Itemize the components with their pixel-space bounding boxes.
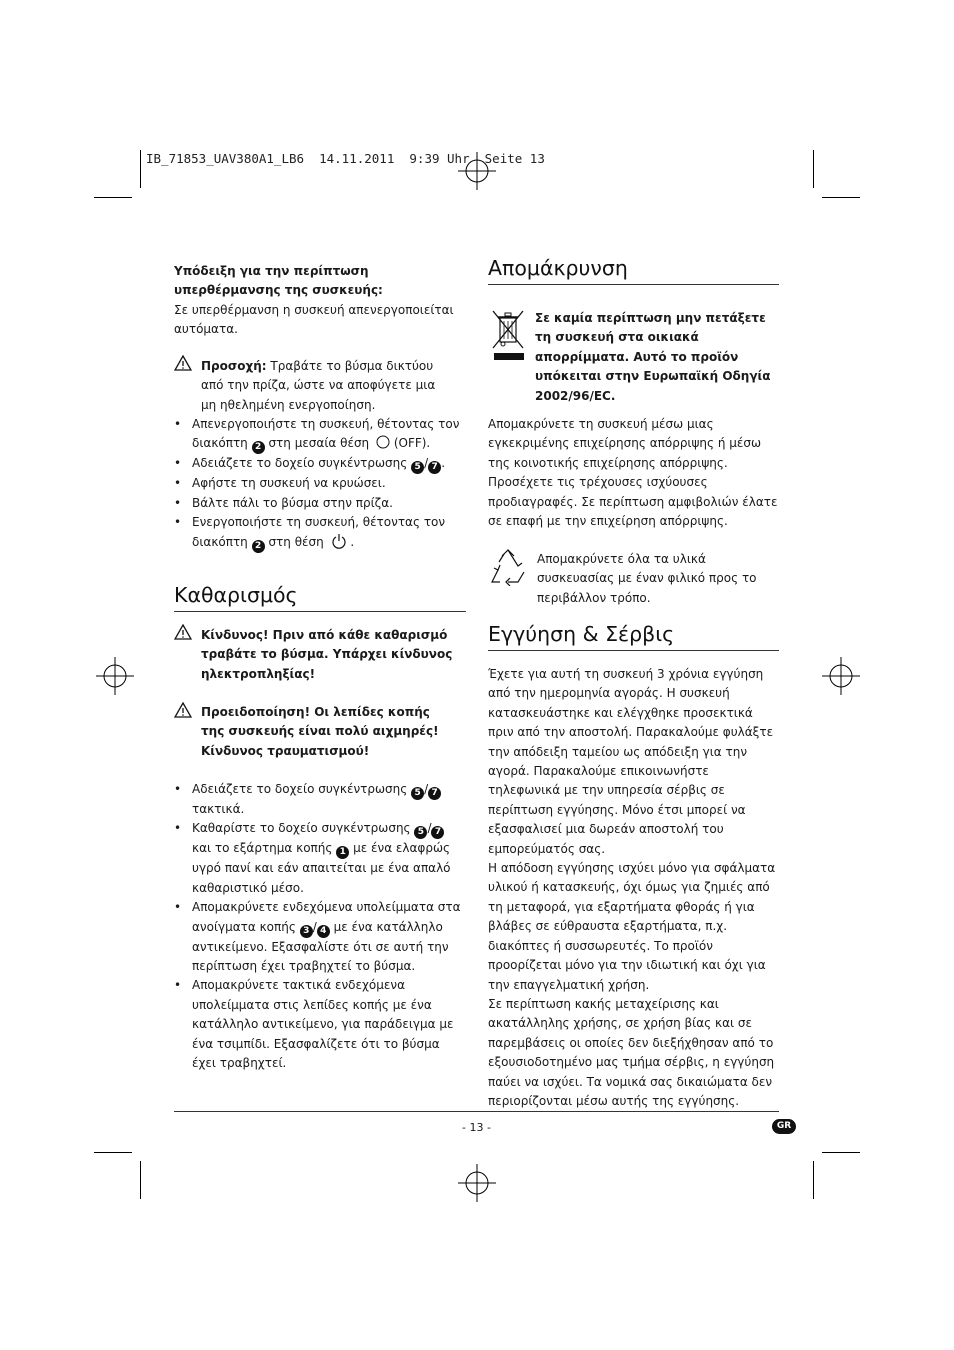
disposal-paragraph: Προσέχετε τις τρέχουσες ισχύουσες προδιαγραφές. Σε περίπτωση αμφιβολιών έλατε σε επαφή με την επιχείρηση απόρριψης. [488,475,778,529]
caution-label: Προσοχή: [201,359,267,373]
list-item: • Αδειάζετε το δοχείο συγκέντρωσης 5 / 7 . [174,454,466,474]
list-item: • Απομακρύνετε τακτικά ενδεχόμενα υπολείμματα στις λεπίδες κοπής με ένα κατάλληλο αντικείμενο, για παράδειγμα με ένα τσιμπίδι. Εξασφαλίζετε ότι το βύσμα έχει τραβηχτεί. [174,976,466,1073]
page-number: - 13 - [462,1121,491,1134]
overheat-note [174,262,466,340]
list-item: • Βάλτε πάλι το βύσμα στην πρίζα. [174,494,466,513]
marker-5-icon: 5 [411,461,424,474]
marker-2-icon: 2 [252,540,265,553]
registration-mark-left [96,657,134,695]
danger-note: Κίνδυνος! Πριν από κάθε καθαρισμό τραβάτε το βύσμα. Υπάρχει κίνδυνος ηλεκτροπληξίας! [201,628,453,681]
divider [488,650,779,651]
power-icon [331,533,347,549]
recycle-icon [488,548,528,586]
warning-triangle-icon [174,624,192,640]
caution-text: Τραβάτε το βύσμα δικτύου από την πρίζα, ώστε να αποφύγετε μια μη ηθελημένη ενεργοποίηση. [201,359,436,412]
print-slug: IB_71853_UAV380A1_LB6 14.11.2011 9:39 Uhr Seite 13 [146,151,545,166]
crossed-bin-icon [489,308,527,362]
recycle-notice: Απομακρύνετε όλα τα υλικά συσκευασίας με έναν φιλικό προς το περιβάλλον τρόπο. [537,552,757,605]
marker-3-icon: 3 [300,925,313,938]
caution-note [201,357,441,415]
warning-triangle-icon [174,355,192,371]
divider [174,611,466,612]
warning-triangle-icon [174,702,192,718]
marker-7-icon: 7 [428,787,441,800]
marker-2-icon: 2 [252,441,265,454]
divider [488,284,779,285]
overheat-steps [174,415,466,553]
marker-1-icon: 1 [336,846,349,859]
disposal-heading: Απομάκρυνση [488,256,628,280]
warranty-paragraph: Έχετε για αυτή τη συσκευή 3 χρόνια εγγύηση από την ημερομηνία αγοράς. Η συσκευή κατασκευάστηκε και ελέγχθηκε προσεκτικά πριν από την αποστολή. Παρακαλούμε φυλάξτε την απόδειξη ταμείου ως απόδειξη για την αγορά. Παρακαλούμε επικοινωνήστε τηλεφωνικά με την υπηρεσία σέρβις σε περίπτωση εγγύησης. Μόνο έτσι μπορεί να εξασφαλισεί μια δωρεάν αποστολή του εμπορεύματός σας. [488,667,774,856]
disposal-text [488,415,780,531]
warranty-paragraph: Η απόδοση εγγύησης ισχύει μόνο για σφάλματα υλικού ή κατασκευής, όχι όμως για ζημιές από τη μεταφορά, για εξαρτήματα φθοράς ή για βλάβες σε εύθραυστα εξαρτήματα, π.χ. διακόπτες ή συσσωρευτές. Το προϊόν προορίζεται μόνο για την ιδιωτική και όχι για την επαγγελματική χρήση. [488,861,776,992]
cleaning-heading: Καθαρισμός [174,583,298,607]
marker-5-icon: 5 [411,787,424,800]
list-item: • Αδειάζετε το δοχείο συγκέντρωσης 5 / 7 τακτικά. [174,780,466,819]
overheat-text: Σε υπερθέρμανση η συσκευή απενεργοποιείται αυτόματα. [174,302,454,337]
warranty-paragraph: Σε περίπτωση κακής μεταχείρισης και ακατάλληλης χρήσης, σε χρήση βίας και σε παρεμβάσεις οι οποίες δεν διεξήχθησαν από το εξουσιοδοτημένο μας τμήμα σέρβις, η εγγύηση παύει να ισχύει. Τα νομικά σας δικαιώματα δεν περιορίζονται μέσω αυτής της εγγύησης. [488,996,775,1108]
overheat-title: Υπόδειξη για την περίπτωση υπερθέρμανσης της συσκευής: [174,264,383,298]
warranty-heading: Εγγύηση & Σέρβις [488,622,675,646]
bin-notice: Σε καμία περίπτωση μην πετάξετε τη συσκευή στα οικιακά απορρίμματα. Αυτό το προϊόν υπόκειται στην Ευρωπαϊκή Οδηγία 2002/96/EC. [535,311,771,403]
list-item: • Αφήστε τη συσκευή να κρυώσει. [174,474,466,493]
cleaning-steps [174,780,466,1073]
warranty-text [488,665,780,1111]
marker-7-icon: 7 [431,826,444,839]
off-circle-icon [376,435,390,449]
language-badge: GR [772,1119,796,1134]
marker-5-icon: 5 [414,826,427,839]
registration-mark-top [458,152,496,190]
list-item: • Απενεργοποιήστε τη συσκευή, θέτοντας τον διακόπτη 2 στη μεσαία θέση (OFF). [174,415,466,454]
registration-mark-bottom [458,1164,496,1202]
list-item: • Απομακρύνετε ενδεχόμενα υπολείμματα στα ανοίγματα κοπής 3 / 4 με ένα κατάλληλο αντικείμενο. Εξασφαλίστε ότι σε αυτή την περίπτωση έχει τραβηχτεί το βύσμα. [174,898,466,976]
marker-7-icon: 7 [428,461,441,474]
list-item: • Ενεργοποιήστε τη συσκευή, θέτοντας τον διακόπτη 2 στη θέση . [174,513,466,552]
registration-mark-right [822,657,860,695]
list-item: • Καθαρίστε το δοχείο συγκέντρωσης 5 / 7 και το εξάρτημα κοπής 1 με ένα ελαφρώς υγρό πανί και εάν απαιτείται με ένα απαλό καθαριστικό μέσο. [174,819,466,898]
warning-note: Προειδοποίηση! Οι λεπίδες κοπής της συσκευής είναι πολύ αιχμηρές! Κίνδυνος τραυματισμού! [201,705,439,758]
disposal-paragraph: Απομακρύνετε τη συσκευή μέσω μιας εγκεκριμένης επιχείρησης απόρριψης ή μέσω της κοινοτικής επιχείρησης απόρριψης. [488,417,762,470]
footer-divider [174,1111,779,1112]
marker-4-icon: 4 [317,925,330,938]
